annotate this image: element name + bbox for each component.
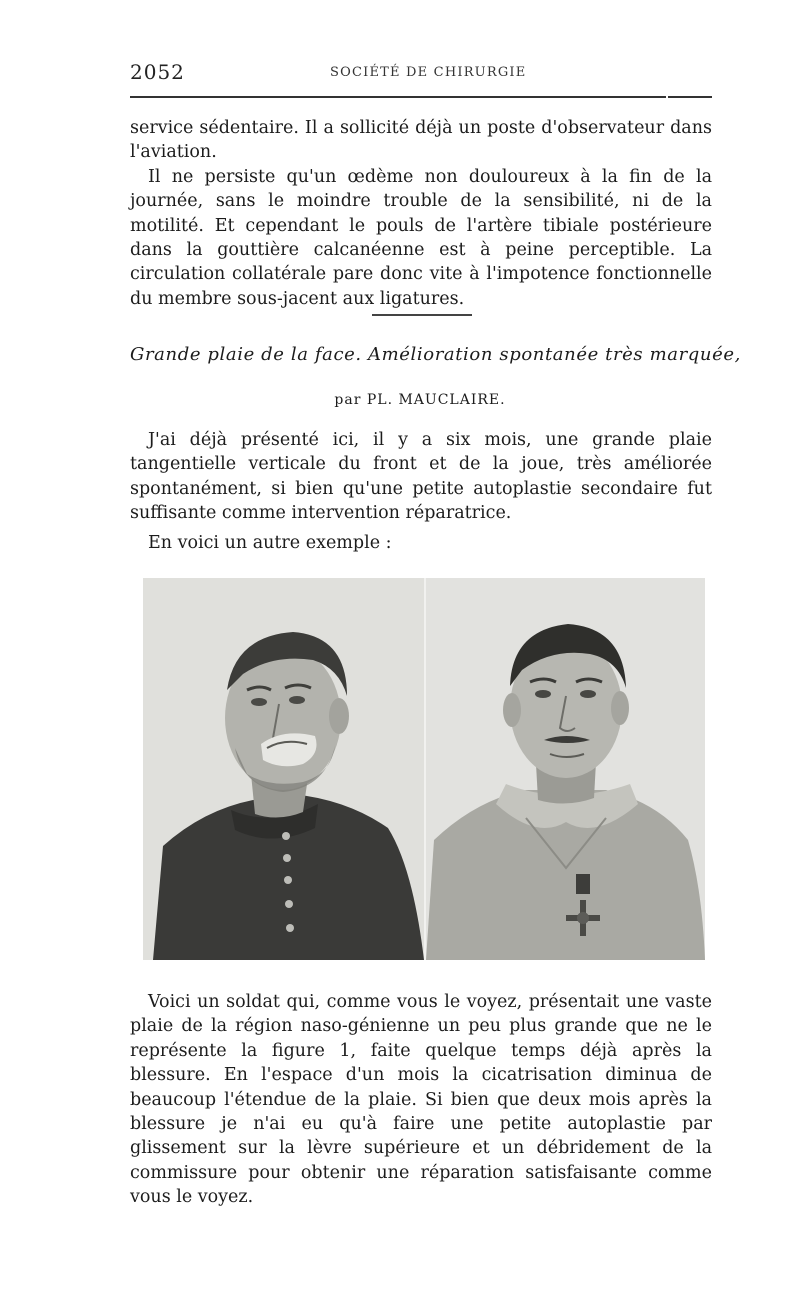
figure-photographs: [143, 578, 705, 960]
continuation-paragraph: service sédentaire. Il a sollicité déjà un poste d'observateur dans l'aviation.: [130, 118, 712, 163]
running-head: SOCIÉTÉ DE CHIRURGIE: [330, 65, 527, 80]
article-intro: [130, 428, 712, 526]
intro-paragraph: J'ai déjà présenté ici, il y a six mois, une grande plaie tangentielle verticale du front et de la joue, très améliorée spontanément, si bien qu'une petite autoplastie secondaire fut suffisante comme intervention réparatrice.: [130, 430, 712, 524]
section-separator: [372, 314, 472, 316]
article-title: Grande plaie de la face. Amélioration spontanée très marquée,: [130, 344, 741, 365]
soldier-before-portrait-icon: [143, 578, 424, 960]
previous-article-continuation: [130, 116, 712, 311]
closing-paragraph: Voici un soldat qui, comme vous le voyez, présentait une vaste plaie de la région naso-génienne un peu plus grande que ne le représente la figure 1, faite quelque temps déjà après la blessure. En l'espace d'un mois la cicatrisation diminua de beaucoup l'étendue de la plaie. Si bien que deux mois après la blessure je n'ai eu qu'à faire une petite autoplastie par glissement sur la lèvre supérieure et un débridement de la commissure pour obtenir une réparation satisfaisante comme vous le voyez.: [130, 992, 712, 1208]
continuation-paragraph: Il ne persiste qu'un œdème non douloureux à la fin de la journée, sans le moindre trouble de la sensibilité, ni de la motilité. Et cependant le pouls de l'artère tibiale postérieure dans la gouttière calcanéenne est à peine perceptible. La circulation collatérale pare donc vite à l'impotence fonctionnelle du membre sous-jacent aux ligatures.: [130, 166, 712, 309]
example-lead-block: [130, 531, 712, 555]
article-byline: par PL. MAUCLAIRE.: [334, 392, 506, 408]
header-rule: [130, 96, 666, 98]
header-rule-short: [668, 96, 712, 98]
soldier-after-photo: [426, 578, 705, 960]
page-header: [130, 60, 712, 84]
example-lead: En voici un autre exemple :: [148, 533, 392, 553]
soldier-before-photo: [143, 578, 424, 960]
page-number: 2052: [130, 60, 185, 84]
closing-paragraph-block: [130, 990, 712, 1210]
soldier-after-portrait-icon: [426, 578, 705, 960]
